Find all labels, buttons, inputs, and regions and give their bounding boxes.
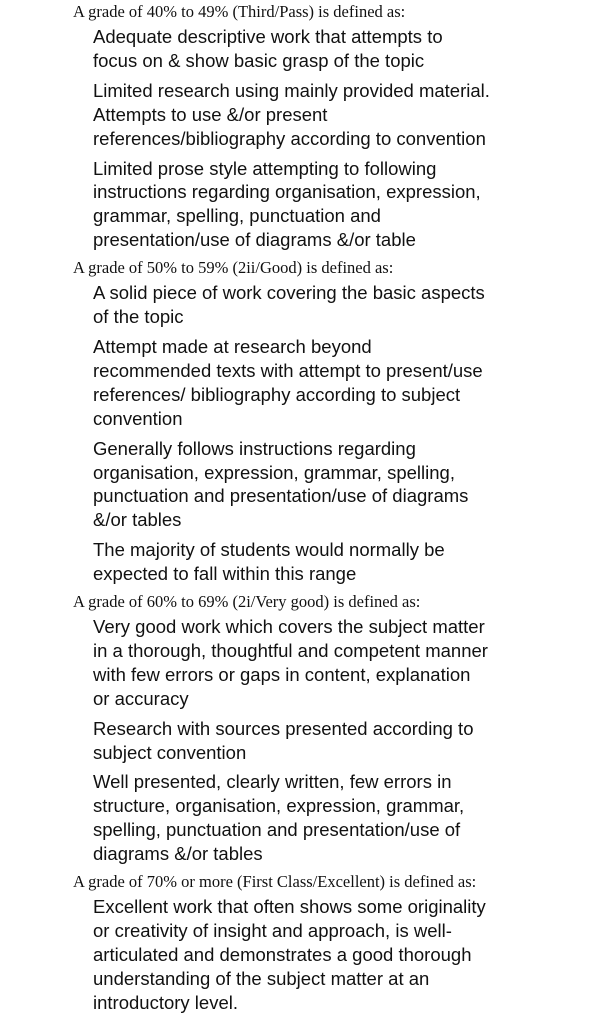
- criterion-item: Limited prose style attempting to following instructions regarding organisation, expression, grammar, spelling, punctuation and presentation/use of diagrams &/or table: [93, 157, 481, 251]
- grade-heading: A grade of 70% or more (First Class/Excellent) is defined as:: [73, 872, 477, 892]
- grade-band-first-class: [0, 872, 594, 1015]
- criterion-item: Excellent work that often shows some originality or creativity of insight and approach, is well- articulated and demonstrates a good thorough understanding of the subject matter at an introductory level.: [93, 896, 486, 1013]
- criterion-item: Very good work which covers the subject matter in a thorough, thoughtful and competent manner with few errors or gaps in content, explanation or accuracy: [93, 616, 488, 709]
- criterion-item: Attempt made at research beyond recommended texts with attempt to present/use references/ bibliography according to subject convention: [93, 335, 483, 429]
- criteria-list: [0, 615, 594, 866]
- criteria-list: [0, 25, 594, 252]
- criterion-item: The majority of students would normally be expected to fall within this range: [93, 539, 445, 585]
- criterion-item: Generally follows instructions regarding organisation, expression, grammar, spelling, punctuation and presentation/use of diagrams &/or tables: [93, 437, 469, 531]
- grade-band-third-pass: [0, 2, 594, 252]
- grade-band-2i-very-good: [0, 592, 594, 866]
- grade-heading: A grade of 60% to 69% (2i/Very good) is defined as:: [73, 592, 421, 612]
- grade-heading: A grade of 50% to 59% (2ii/Good) is defined as:: [73, 258, 394, 278]
- criterion-item: Research with sources presented according to subject convention: [93, 717, 474, 763]
- criterion-item: Adequate descriptive work that attempts to focus on & show basic grasp of the topic: [93, 26, 443, 71]
- criterion-item: A solid piece of work covering the basic aspects of the topic: [93, 282, 485, 328]
- criterion-item: Well presented, clearly written, few errors in structure, organisation, expression, grammar, spelling, punctuation and presentation/use of diagrams &/or tables: [93, 771, 465, 865]
- criteria-list: [0, 281, 594, 586]
- criteria-list: [0, 895, 594, 1015]
- grade-band-2ii-good: [0, 258, 594, 586]
- grade-heading: A grade of 40% to 49% (Third/Pass) is defined as:: [73, 2, 406, 21]
- criterion-item: Limited research using mainly provided material. Attempts to use &/or present references/bibliography according to convention: [93, 79, 490, 149]
